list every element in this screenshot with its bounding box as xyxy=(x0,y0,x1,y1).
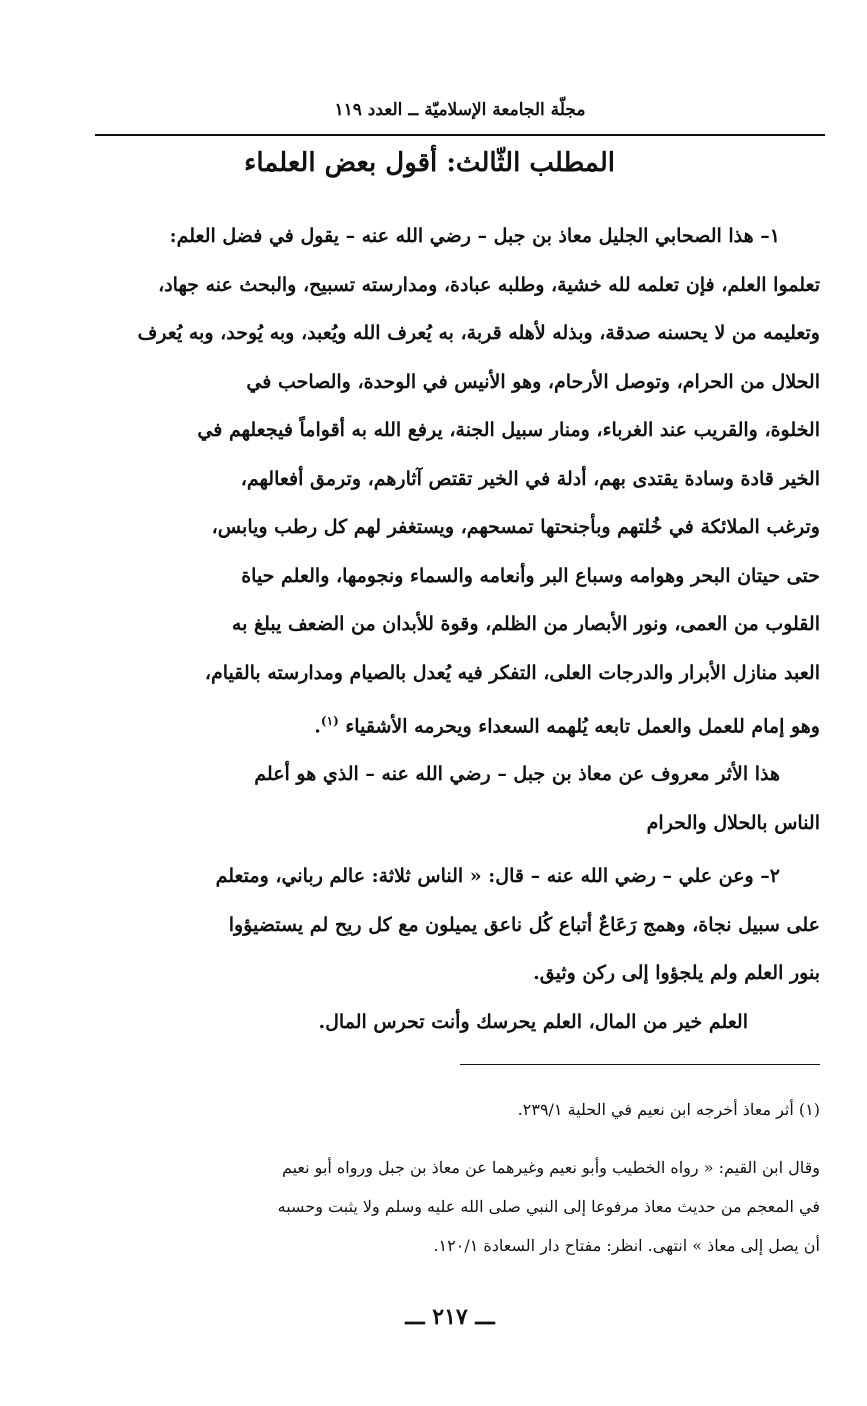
paragraph-1-line-11 xyxy=(100,697,820,751)
paragraph-2-line-2: الناس بالحلال والحرام xyxy=(646,811,820,834)
paragraph-1-line-4: الحلال من الحرام، وتوصل الأرحام، وهو الأنيس في الوحدة، والصاحب في xyxy=(246,370,820,393)
paragraph-1-line-2: تعلموا العلم، فإن تعلمه لله خشية، وطلبه عبادة، ومدارسته تسبيح، والبحث عنه جهاد، xyxy=(158,273,820,296)
paragraph-1-line-10: العبد منازل الأبرار والدرجات العلى، التفكر فيه يُعدل بالصيام ومدارسته بالقيام، xyxy=(204,661,820,684)
page-number: ـــ ٢١٧ ـــ xyxy=(405,1304,495,1330)
paragraph-1-line-11-text: وهو إمام للعمل والعمل تابعه يُلهمه السعداء ويحرمه الأشقياء xyxy=(345,715,820,738)
footnote-1 xyxy=(100,1090,820,1129)
paragraph-4-line-1: العلم خير من المال، العلم يحرسك وأنت تحرس المال. xyxy=(318,1011,748,1033)
paragraph-3-line-3: بنور العلم ولم يلجؤوا إلى ركن وثيق. xyxy=(533,962,820,984)
paragraph-1 xyxy=(100,212,820,751)
footnote-2-line-2: في المعجم من حديث معاذ مرفوعا إلى النبي صلى الله عليه وسلم ولا يثبت وحسبه xyxy=(277,1197,820,1216)
footnote-reference[interactable]: (١) xyxy=(320,714,339,728)
header-rule xyxy=(95,134,825,136)
paragraph-1-line-6: الخير قادة وسادة يقتدى بهم، أدلة في الخير تقتص آثارهم، وترمق أفعالهم، xyxy=(240,467,820,490)
section-title: المطلب الثّالث: أقول بعض العلماء xyxy=(244,148,615,178)
paragraph-1-line-9: القلوب من العمى، ونور الأبصار من الظلم، وقوة للأبدان من الضعف يبلغ به xyxy=(231,613,820,635)
footnote-1-text: (١) أثر معاذ أخرجه ابن نعيم في الحلية ٢٣٩/١. xyxy=(517,1100,820,1119)
paragraph-2-line-1: هذا الأثر معروف عن معاذ بن جبل – رضي الله عنه – الذي هو أعلم xyxy=(254,763,780,785)
paragraph-3 xyxy=(100,852,820,998)
paragraph-1-line-7: وترغب الملائكة في خُلتهم وبأجنحتها تمسحهم، ويستغفر لهم كل رطب ويابس، xyxy=(211,516,820,538)
paragraph-3-line-2: على سبيل نجاة، وهمج رَعَاعٌ أتباع كُل ناعق يميلون مع كل ريح لم يستضيؤوا xyxy=(228,913,820,936)
paragraph-1-line-5: الخلوة، والقريب عند الغرباء، ومنار سبيل الجنة، يرفع الله به أقواماً فيجعلهم في xyxy=(197,419,820,441)
footnote-2 xyxy=(100,1148,820,1265)
paragraph-2 xyxy=(100,750,820,847)
paragraph-1-line-1: ١– هذا الصحابي الجليل معاذ بن جبل – رضي الله عنه – يقول في فضل العلم: xyxy=(169,225,780,247)
footnote-2-line-1: وقال ابن القيم: « رواه الخطيب وأبو نعيم وغيرهما عن معاذ بن جبل ورواه أبو نعيم xyxy=(281,1158,820,1177)
paragraph-1-line-8: حتى حيتان البحر وهوامه وسباع البر وأنعامه والسماء ونجومها، والعلم حياة xyxy=(241,564,820,587)
footnote-2-line-3: أن يصل إلى معاذ » انتهى. انظر: مفتاح دار السعادة ١٢٠/١. xyxy=(433,1236,820,1255)
paragraph-1-end: . xyxy=(314,715,321,738)
footnote-rule xyxy=(460,1064,820,1065)
paragraph-4 xyxy=(100,998,820,1047)
paragraph-3-line-1: ٢– وعن علي – رضي الله عنه – قال: « الناس ثلاثة: عالم رباني، ومتعلم xyxy=(215,865,780,887)
paragraph-1-line-3: وتعليمه من لا يحسنه صدقة، وبذله لأهله قربة، به يُعرف الله ويُعبد، وبه يُوحد، وبه يُعرف xyxy=(137,322,820,344)
running-header: مجلّة الجامعة الإسلاميّة ــ العدد ١١٩ xyxy=(334,100,586,120)
